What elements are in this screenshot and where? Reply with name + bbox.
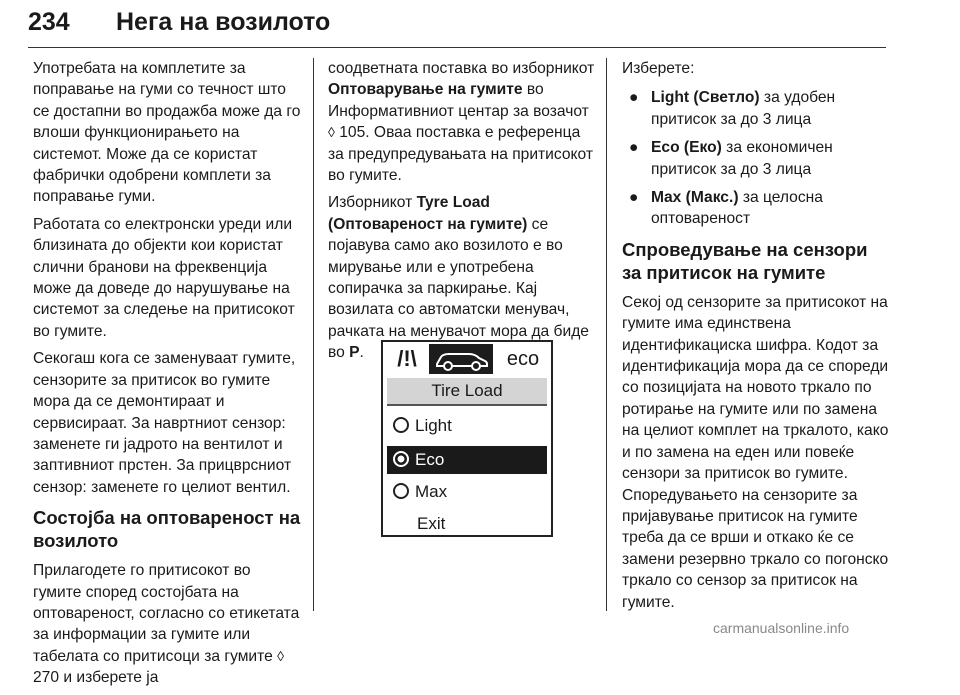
heading-sensor-matching: Спроведување на сензори за притисок на гумите (622, 238, 868, 283)
text: соодветната поставка во изборникот (328, 60, 595, 77)
page-ref-arrow-icon: ◊ (328, 124, 335, 141)
menu-option-light (387, 412, 547, 440)
radio-empty-icon (393, 483, 409, 499)
menu-option-exit: Exit (417, 514, 446, 533)
column-divider-1 (313, 58, 314, 611)
text: Изборникот (328, 194, 417, 212)
column-3 (622, 58, 890, 619)
option-name: Eco (Еко) (651, 139, 722, 157)
paragraph-sensor-matching: Секој од сензорите за притисокот на гумите има единствена идентификациска шифра. Кодот за идентификација мора да се спореди со позицијата на новото тркало по ротирање на гумите или по замена на целиот комплет на тркалото, како и по замена на еден или повеќе сензори за притисок во гумите. Споредувањето на сензорите за пријавување притисок на гумите треба да се врши и откако ќе се замени резервно тркало со погонско тркало со сензор за притисок на гумите. (622, 293, 889, 611)
page-ref-arrow-icon: ◊ (277, 647, 285, 664)
warning-mode-icon: /!\ (397, 346, 417, 371)
page-ref-text: 270 и изберете ја (33, 669, 159, 687)
page-header (28, 8, 888, 48)
option-name: Light (Светло) (651, 89, 760, 107)
menu-option-eco (387, 446, 547, 474)
paragraph-sensor-service: Секогаш кога се заменуваат гумите, сензорите за притисок во гумите мора да се демонтираат и сервисираат. За навртниот сензор: заменете ги јадрото на вентилот и заптивниот прстен. За прицврсниот сензор: заменете го целиот вентил. (33, 350, 296, 496)
driver-info-display-illustration (381, 340, 553, 537)
watermark: carmanualsonline.info (713, 620, 850, 636)
menu-name: Оптоварување на гумите (328, 81, 523, 99)
paragraph-tyre-load-menu (328, 58, 596, 186)
paragraph-adjust-pressure (33, 560, 301, 688)
menu-option-max (387, 478, 547, 506)
gear-position: P (349, 344, 360, 362)
paragraph-electronic-interference: Работата со електронски уреди или близината до објекти кои користат слични бранови на фреквенција може да доведе до нарушување на системот за следење на притисокот во гумите. (33, 215, 295, 340)
page-title: Нега на возилото (116, 8, 331, 36)
column-1 (33, 58, 301, 695)
column-2 (328, 58, 596, 370)
list-item (622, 137, 890, 180)
radio-empty-icon (393, 417, 409, 433)
load-options-list (622, 87, 890, 229)
bullet-icon: ● (629, 89, 639, 107)
option-description: за целосна оптовареност (651, 189, 823, 228)
column-divider-2 (606, 58, 607, 611)
header-divider (28, 47, 886, 48)
list-item (622, 87, 890, 130)
menu-name: Tyre Load (Оптовареност на гумите) (328, 194, 528, 233)
text: се појавува само ако возилото е во мирување или е употребена сопирачка за паркирање. Кај возилата со автоматски менувач, рачката на менувачот мора да биде во (328, 215, 589, 362)
menu-option-label: Light (415, 416, 452, 435)
bullet-icon: ● (629, 189, 639, 207)
car-icon (429, 344, 493, 374)
text: 105. Оваа поставка е референца за предупредувањата на притисокот во гумите. (328, 124, 594, 185)
paragraph-menu-availability (328, 192, 596, 363)
heading-vehicle-load: Состојба на оптовареност на возилото (33, 507, 301, 552)
display-tab-bar (383, 342, 551, 376)
page-number: 234 (28, 8, 70, 36)
option-description: за економичен притисок за до 3 лица (651, 139, 833, 178)
text: во Информативниот центар за возачот (328, 81, 589, 120)
list-item (622, 187, 890, 230)
text: . (359, 344, 364, 362)
menu-option-label: Eco (415, 450, 445, 469)
paragraph-select: Изберете: (622, 60, 695, 77)
bullet-icon: ● (629, 139, 639, 157)
menu-option-label: Max (415, 482, 448, 501)
radio-selected-icon (393, 451, 409, 467)
option-description: за удобен притисок за до 3 лица (651, 89, 836, 128)
text: Прилагодете го притисокот во гумите според состојбата на оптовареност, согласно со етикетата за информации за гумите или табелата со притисоци за гумите (33, 562, 300, 665)
eco-tab: eco (506, 348, 540, 370)
option-name: Max (Макс.) (651, 189, 739, 207)
display-title: Tire Load (387, 378, 547, 406)
paragraph-repair-kits: Употребата на комплетите за поправање на гуми со течност што се достапни во продажба може да го влоши функционирањето на системот. Може да се користат фабрички одобрени комплети за поправање гуми. (33, 60, 301, 206)
